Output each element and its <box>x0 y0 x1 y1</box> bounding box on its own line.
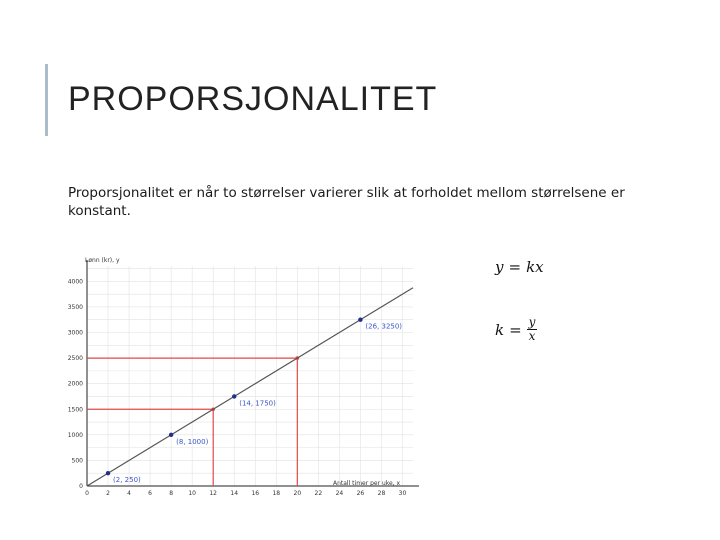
x-tick-label: 22 <box>314 490 323 497</box>
x-tick-label: 4 <box>127 490 131 497</box>
y-tick-label: 2000 <box>67 380 83 388</box>
x-tick-label: 28 <box>377 490 386 497</box>
data-point <box>169 433 173 437</box>
data-point <box>106 471 110 475</box>
x-tick-label: 24 <box>335 490 344 497</box>
fraction-numerator: y <box>528 315 536 329</box>
data-point-label: (8, 1000) <box>176 437 209 446</box>
formula-y-equals-kx <box>495 258 544 276</box>
data-point-label: (26, 3250) <box>365 322 403 331</box>
x-tick-label: 6 <box>148 490 153 497</box>
title-accent-bar <box>45 64 48 136</box>
data-point <box>358 318 362 322</box>
y-axis-label: Lønn (kr), y <box>85 257 120 264</box>
x-axis-label: Antall timer per uke, x <box>333 480 401 487</box>
formula-lhs: k <box>495 320 505 339</box>
data-point <box>232 394 236 398</box>
intro-text: Proporsjonalitet er når to størrelser varierer slik at forholdet mellom størrelsene er konstant. <box>68 185 625 219</box>
x-tick-label: 10 <box>188 490 196 497</box>
x-tick-label: 2 <box>106 490 110 497</box>
proportional-line <box>87 288 413 486</box>
data-point-label: (14, 1750) <box>239 399 276 408</box>
y-tick-label: 1000 <box>67 431 83 439</box>
x-tick-label: 8 <box>169 490 174 497</box>
x-tick-label: 0 <box>85 490 89 497</box>
slide-title: PROPORSJONALITET <box>68 80 438 118</box>
formula-equals: = <box>509 320 522 339</box>
formula-rhs: kx <box>526 258 544 276</box>
formula-k-equals-y-over-x <box>495 316 537 343</box>
y-tick-label: 2500 <box>67 355 83 363</box>
x-tick-label: 18 <box>272 490 281 497</box>
y-tick-label: 1500 <box>67 406 83 414</box>
y-tick-label: 3000 <box>67 329 83 337</box>
y-tick-label: 0 <box>79 483 83 490</box>
formula-lhs: y <box>495 258 504 276</box>
x-tick-label: 20 <box>293 490 302 497</box>
x-tick-label: 14 <box>230 490 239 497</box>
y-tick-label: 500 <box>71 457 83 465</box>
fraction <box>527 316 538 343</box>
y-tick-label: 4000 <box>67 278 83 286</box>
x-tick-label: 16 <box>251 490 260 497</box>
data-point-label: (2, 250) <box>113 476 141 485</box>
fraction-denominator: x <box>528 329 536 343</box>
x-tick-label: 26 <box>356 490 365 497</box>
proportionality-graph <box>55 250 425 505</box>
y-tick-label: 3500 <box>67 303 83 311</box>
x-tick-label: 30 <box>398 490 407 497</box>
x-tick-label: 12 <box>209 490 218 497</box>
formula-equals: = <box>508 258 522 276</box>
